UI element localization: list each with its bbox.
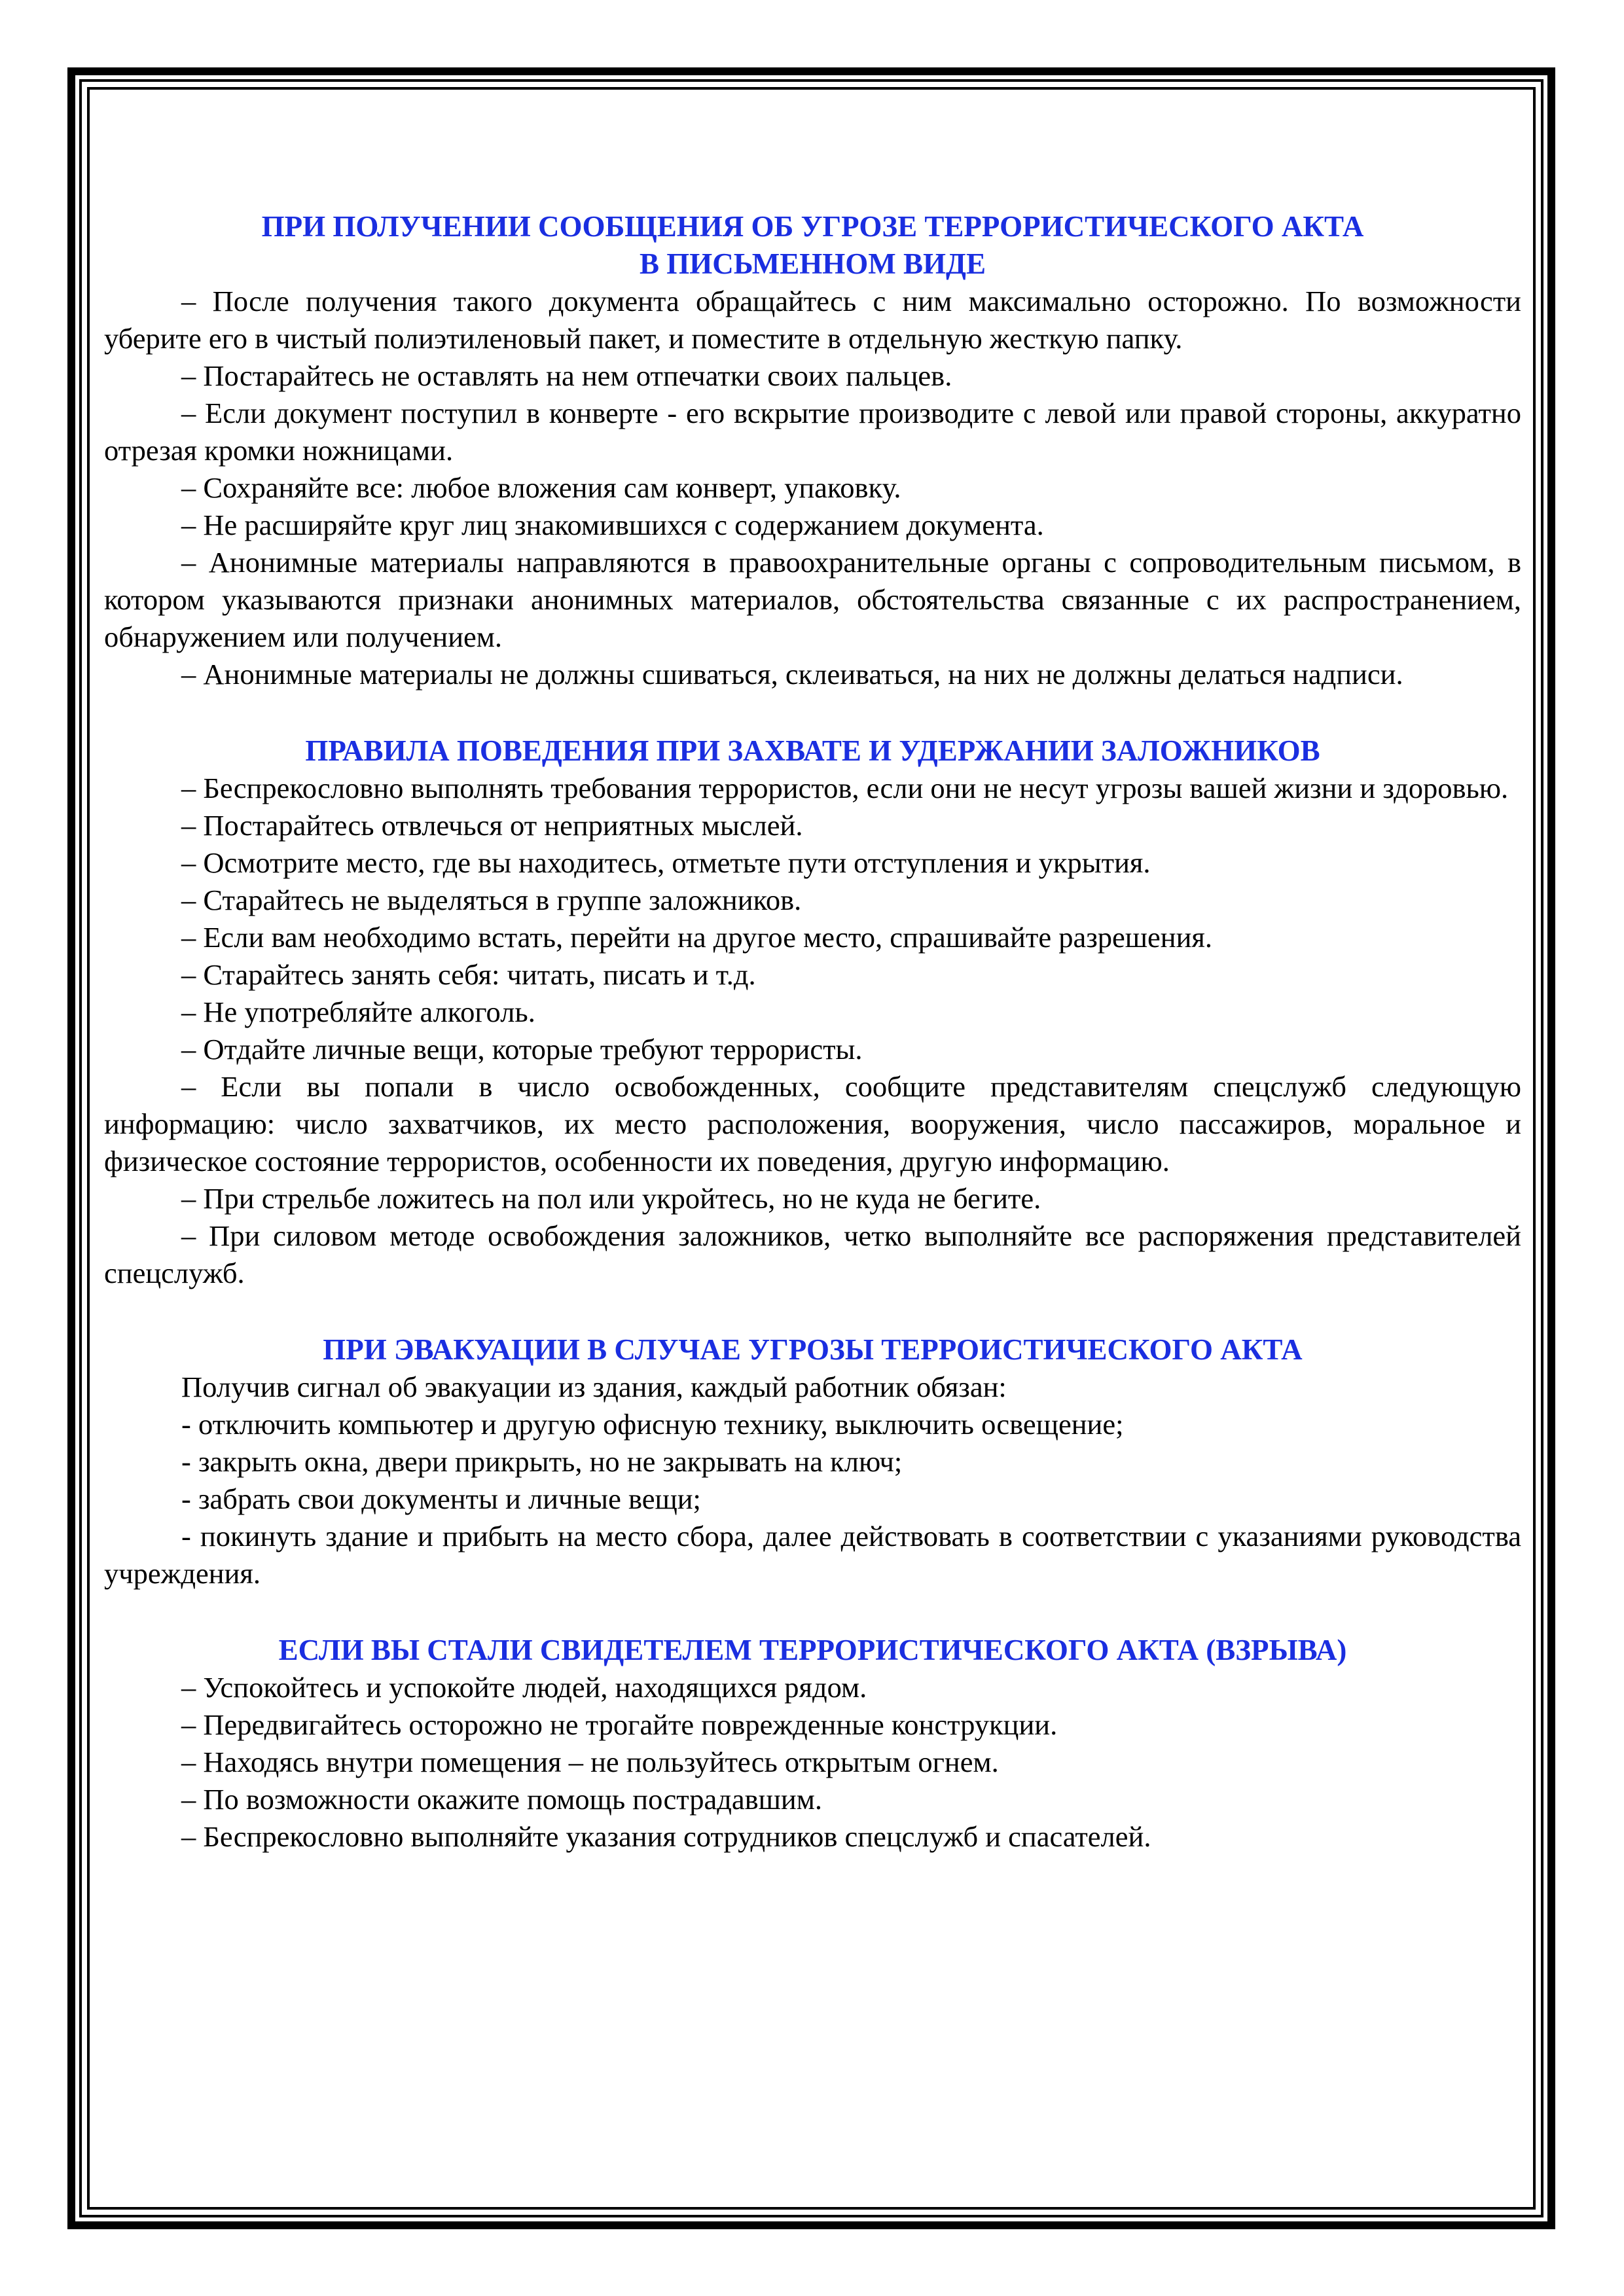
paragraph: - отключить компьютер и другую офисную технику, выключить освещение;	[181, 1408, 1124, 1441]
paragraph: – Анонимные материалы не должны сшиваться, склеиваться, на них не должны делаться надписи.	[181, 658, 1403, 691]
paragraph: – Находясь внутри помещения – не пользуйтесь открытым огнем.	[181, 1746, 999, 1778]
paragraph: Получив сигнал об эвакуации из здания, каждый работник обязан:	[181, 1371, 1007, 1403]
paragraph: – Не расширяйте круг лиц знакомившихся с содержанием документа.	[181, 509, 1044, 541]
section-heading	[104, 208, 1521, 283]
section-heading	[104, 732, 1521, 770]
paragraph: – Старайтесь не выделяться в группе заложников.	[181, 884, 802, 916]
paragraph: – Отдайте личные вещи, которые требуют террористы.	[181, 1033, 863, 1066]
paragraph: – Сохраняйте все: любое вложения сам конверт, упаковку.	[181, 471, 901, 504]
section-heading	[104, 1632, 1521, 1669]
section-heading	[104, 1331, 1521, 1369]
paragraph: – Если документ поступил в конверте - его вскрытие производите с левой или правой стороны, аккуратно отрезая кромки ножницами.	[104, 397, 1521, 467]
paragraph: – Беспрекословно выполняйте указания сотрудников спецслужб и спасателей.	[181, 1820, 1151, 1853]
paragraph: - закрыть окна, двери прикрыть, но не закрывать на ключ;	[181, 1445, 903, 1478]
section-written-threat	[104, 208, 1521, 693]
paragraph: - забрать свои документы и личные вещи;	[181, 1482, 701, 1515]
paragraph: – Постарайтесь не оставлять на нем отпечатки своих пальцев.	[181, 359, 952, 392]
paragraph: – При силовом методе освобождения заложников, четко выполняйте все распоряжения представителей спецслужб.	[104, 1219, 1521, 1289]
paragraph: – Анонимные материалы направляются в правоохранительные органы с сопроводительным письмом, в котором указываются признаки анонимных материалов, обстоятельства связанные с их распространением, обнаружением или получением.	[104, 546, 1521, 653]
paragraph: – Беспрекословно выполнять требования террористов, если они не несут угрозы вашей жизни и здоровью.	[181, 772, 1509, 804]
paragraph: – При стрельбе ложитесь на пол или укройтесь, но не куда не бегите.	[181, 1182, 1041, 1215]
heading-line: ПРИ ПОЛУЧЕНИИ СООБЩЕНИЯ ОБ УГРОЗЕ ТЕРРОРИСТИЧЕСКОГО АКТА	[261, 210, 1364, 243]
document-body	[104, 208, 1521, 1856]
paragraph: – По возможности окажите помощь пострадавшим.	[181, 1783, 822, 1816]
paragraph: – После получения такого документа обращайтесь с ним максимально осторожно. По возможности уберите его в чистый полиэтиленовый пакет, и поместите в отдельную жесткую папку.	[104, 285, 1521, 355]
heading-line: В ПИСЬМЕННОМ ВИДЕ	[640, 247, 986, 280]
section-witness	[104, 1632, 1521, 1856]
paragraph: – Осмотрите место, где вы находитесь, отметьте пути отступления и укрытия.	[181, 846, 1151, 879]
heading-line: ЕСЛИ ВЫ СТАЛИ СВИДЕТЕЛЕМ ТЕРРОРИСТИЧЕСКОГО АКТА (ВЗРЫВА)	[278, 1634, 1347, 1666]
paragraph: – Не употребляйте алкоголь.	[181, 996, 535, 1028]
paragraph: – Передвигайтесь осторожно не трогайте поврежденные конструкции.	[181, 1708, 1058, 1741]
heading-line: ПРИ ЭВАКУАЦИИ В СЛУЧАЕ УГРОЗЫ ТЕРРОИСТИЧЕСКОГО АКТА	[323, 1333, 1303, 1366]
paragraph: – Если вы попали в число освобожденных, сообщите представителям спецслужб следующую информацию: число захватчиков, их место расположения, вооружения, число пассажиров, моральное и физическое состояние террористов, особенности их поведения, другую информацию.	[104, 1070, 1521, 1177]
heading-line: ПРАВИЛА ПОВЕДЕНИЯ ПРИ ЗАХВАТЕ И УДЕРЖАНИИ ЗАЛОЖНИКОВ	[305, 734, 1320, 767]
paragraph: - покинуть здание и прибыть на место сбора, далее действовать в соответствии с указаниями руководства учреждения.	[104, 1520, 1521, 1590]
section-evacuation	[104, 1331, 1521, 1592]
paragraph: – Если вам необходимо встать, перейти на другое место, спрашивайте разрешения.	[181, 921, 1213, 954]
paragraph: – Успокойтесь и успокойте людей, находящихся рядом.	[181, 1671, 867, 1704]
paragraph: – Старайтесь занять себя: читать, писать и т.д.	[181, 958, 756, 991]
section-hostages	[104, 732, 1521, 1292]
paragraph: – Постарайтесь отвлечься от неприятных мыслей.	[181, 809, 803, 842]
